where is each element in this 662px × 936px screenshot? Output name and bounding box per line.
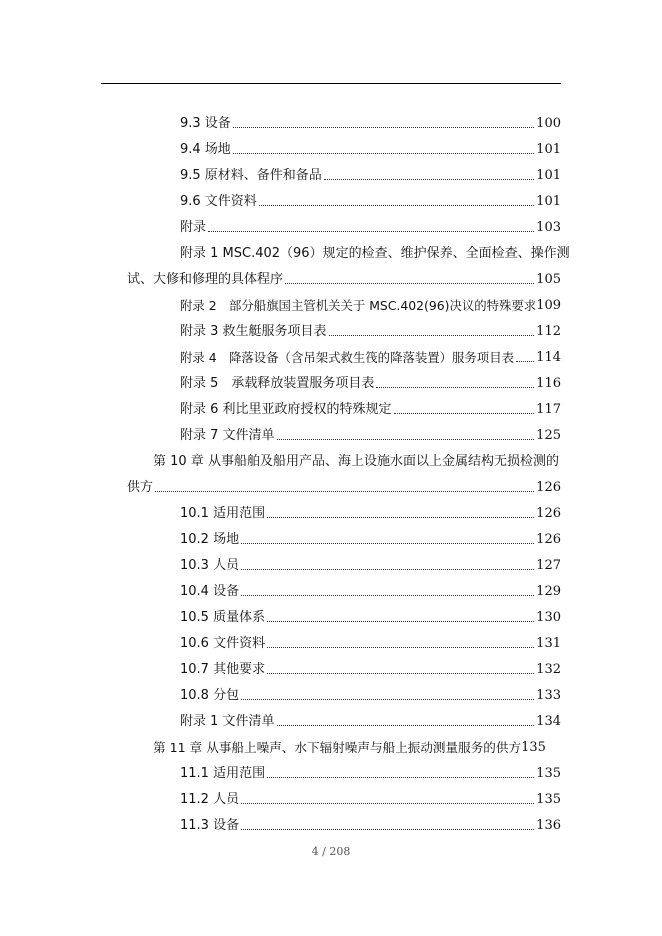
toc-entry[interactable] — [180, 184, 561, 210]
toc-entry-page: 105 — [536, 272, 561, 287]
toc-entry[interactable] — [180, 132, 561, 158]
page-indicator: 4 / 208 — [311, 845, 351, 858]
toc-entry-page: 125 — [536, 428, 561, 443]
toc-entry[interactable] — [180, 366, 561, 392]
toc-entry-page: 135 — [536, 766, 561, 781]
toc-entry[interactable] — [180, 418, 561, 444]
toc-entry-text: 附录 1 文件清单 — [180, 714, 275, 729]
toc-entry-text: 第 11 章 从事船上噪声、水下辐射噪声与船上振动测量服务的供方 — [153, 740, 522, 755]
toc-entry-text: 10.7 其他要求 — [180, 662, 266, 677]
toc-entry-text: 11.1 适用范围 — [180, 766, 266, 781]
toc-entry-text: 10.6 文件资料 — [180, 636, 266, 651]
dot-leader — [277, 439, 535, 440]
toc-entry-page: 103 — [536, 220, 561, 235]
toc-entry-page: 126 — [536, 532, 561, 547]
dot-leader — [324, 179, 534, 180]
dot-leader — [376, 387, 534, 388]
toc-entry-page: 101 — [536, 168, 561, 183]
dot-leader — [208, 231, 534, 232]
dot-leader — [233, 153, 534, 154]
dot-leader — [241, 569, 534, 570]
toc-entry-text: 第 10 章 从事船舶及船用产品、海上设施水面以上金属结构无损检测的 — [153, 454, 559, 469]
toc-entry-text: 附录 — [180, 220, 207, 235]
toc-entry-page: 109 — [536, 298, 562, 313]
toc-entry-text: 10.8 分包 — [180, 688, 240, 703]
toc-entry-text: 附录 1 MSC.402（96）规定的检查、维护保养、全面检查、操作测 — [180, 246, 570, 261]
toc-entry-text: 11.2 人员 — [180, 792, 240, 807]
toc-entry-page: 126 — [536, 480, 561, 495]
dot-leader — [329, 335, 535, 336]
dot-leader — [241, 829, 534, 830]
dot-leader — [155, 491, 534, 492]
toc-entry[interactable] — [180, 236, 570, 262]
dot-leader — [241, 595, 534, 596]
toc-entry[interactable] — [180, 652, 561, 678]
toc-entry-page: 117 — [536, 402, 561, 417]
toc-entry-text: 试、大修和修理的具体程序 — [127, 272, 284, 287]
toc-entry-page: 114 — [536, 350, 561, 365]
toc-entry[interactable] — [127, 262, 561, 288]
toc-entry-page: 130 — [536, 610, 561, 625]
toc-entry-text: 10.2 场地 — [180, 532, 240, 547]
toc-chapter-entry[interactable] — [153, 444, 561, 470]
toc-entry[interactable] — [180, 678, 561, 704]
toc-entry[interactable] — [180, 288, 567, 314]
toc-entry-text: 附录 7 文件清单 — [180, 428, 275, 443]
toc-entry-text: 供方 — [127, 480, 154, 495]
toc-chapter-entry[interactable] — [127, 470, 561, 496]
dot-leader — [277, 725, 535, 726]
toc-entry-page: 135 — [536, 792, 561, 807]
toc-entry-page: 100 — [536, 116, 561, 131]
toc-entry-text: 附录 4 降落设备（含吊架式救生筏的降落装置）服务项目表 — [180, 350, 514, 365]
toc-entry-page: 101 — [536, 142, 561, 157]
dot-leader — [241, 803, 534, 804]
toc-entry-text: 9.3 设备 — [180, 116, 231, 131]
dot-leader — [267, 673, 534, 674]
toc-entry[interactable] — [180, 496, 561, 522]
toc-entry-page: 127 — [536, 558, 561, 573]
dot-leader — [241, 699, 534, 700]
toc-entry-page: 112 — [536, 324, 561, 339]
toc-entry-text: 9.5 原材料、备件和备品 — [180, 168, 322, 183]
toc-entry-text: 10.1 适用范围 — [180, 506, 266, 521]
dot-leader — [267, 777, 534, 778]
toc-entry[interactable] — [180, 392, 561, 418]
toc-entry[interactable] — [180, 600, 561, 626]
header-rule — [101, 83, 561, 84]
dot-leader — [516, 361, 534, 362]
toc-entry-text: 10.4 设备 — [180, 584, 240, 599]
dot-leader — [241, 543, 534, 544]
toc-entry-text: 10.5 质量体系 — [180, 610, 266, 625]
dot-leader — [394, 413, 535, 414]
dot-leader — [267, 621, 534, 622]
toc-entry-text: 附录 2 部分船旗国主管机关关于 MSC.402(96)决议的特殊要求 — [180, 298, 537, 313]
toc-entry-page: 129 — [536, 584, 561, 599]
toc-entry-text: 附录 6 利比里亚政府授权的特殊规定 — [180, 402, 392, 417]
toc-entry[interactable] — [180, 106, 561, 132]
toc-entry-text: 附录 3 救生艇服务项目表 — [180, 324, 327, 339]
dot-leader — [285, 283, 534, 284]
toc-entry[interactable] — [180, 158, 561, 184]
toc-entry-page: 126 — [536, 506, 561, 521]
toc-chapter-entry[interactable] — [153, 730, 561, 756]
toc-entry-page: 132 — [536, 662, 561, 677]
toc-entry[interactable] — [180, 548, 561, 574]
toc-entry-text: 11.3 设备 — [180, 818, 240, 833]
toc-entry-page: 131 — [536, 636, 561, 651]
toc-entry-page: 101 — [536, 194, 561, 209]
toc-entry[interactable] — [180, 756, 561, 782]
toc-entry[interactable] — [180, 704, 561, 730]
toc-entry-text: 10.3 人员 — [180, 558, 240, 573]
toc-entry[interactable] — [180, 808, 561, 834]
dot-leader — [233, 127, 534, 128]
toc-entry-page: 116 — [536, 376, 561, 391]
toc-entry[interactable] — [180, 340, 561, 366]
toc-entry-page: 133 — [536, 688, 561, 703]
dot-leader — [267, 517, 534, 518]
toc-entry[interactable] — [180, 210, 561, 236]
toc-entry[interactable] — [180, 574, 561, 600]
toc-entry-page: 134 — [536, 714, 561, 729]
toc-entry-text: 附录 5 承载释放装置服务项目表 — [180, 376, 375, 391]
dot-leader — [259, 205, 534, 206]
toc-entry-text: 9.4 场地 — [180, 142, 231, 157]
toc-entry[interactable] — [180, 782, 561, 808]
toc-entry[interactable] — [180, 522, 561, 548]
toc-entry[interactable] — [180, 626, 561, 652]
toc-entry-page: 136 — [536, 818, 561, 833]
dot-leader — [267, 647, 534, 648]
toc-entry[interactable] — [180, 314, 561, 340]
toc-entry-text: 9.6 文件资料 — [180, 194, 257, 209]
toc-entry-page: 135 — [521, 740, 546, 755]
